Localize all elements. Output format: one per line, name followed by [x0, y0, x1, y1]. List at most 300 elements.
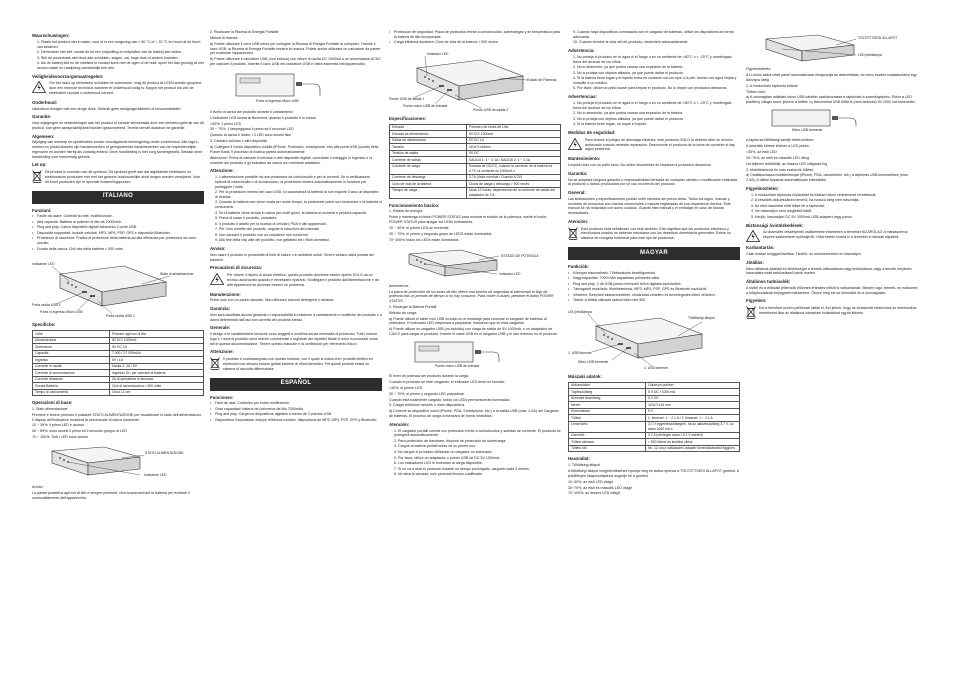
spec-key: Tápfeszültség	[569, 389, 646, 395]
it-general-text: Il design e le caratteristiche tecniche sono soggetti a modifica senza necessità di preavviso. Tutti i marchi, logo e i nomi di prodotto sono marchi commerciali o registrati dei rispettivi titolari e sono riconosciuti come tali in questa documentazione. Tenere questo manuale e la confezione per riferimento futuro.	[210, 332, 378, 346]
es-charge-method: Método de carga:	[389, 310, 417, 315]
es-charge-level: 30 ~ 70%, el primer y segundo LED parpadean	[389, 391, 465, 396]
it-charge-text-a: a) Potete utilizzare il cavo USB micro per collegare la Risorsa di Energia Portatile al computer. Tramite il cavo USB, la Risorsa di Energia Portatile inizierà la ricarica. Potete anche utilizzare un caricatore da parete per ricaricare l'apparecchio.	[210, 41, 381, 56]
it-maint-text: Pulire solo con un panno asciutto. Non utilizzare solventi detergenti o abrasivi.	[210, 298, 335, 303]
list-item: 8. No abra la carcasa, solo personal técnico cualificado.	[394, 472, 483, 477]
callout-state: Töltöttségi állapot	[688, 316, 715, 321]
spec-key: Ingresso	[33, 357, 110, 363]
spec-value: 1. kimenet: 1 ~ 2.1 A / 2. kimenet: 1 ~ 2.1 A	[645, 415, 739, 421]
language-banner-espanol: ESPAÑOL	[210, 378, 382, 391]
callout-usb2: 2. USB kimenet	[644, 366, 668, 371]
spec-key: Üzemidő	[569, 432, 646, 438]
list-item: 8. Non caricare il prodotto con un caricatore non conforme.	[215, 232, 309, 237]
spec-key: Kimeneti feszültség	[569, 395, 646, 401]
it-attention-heading: Attenzione:	[210, 349, 234, 355]
spec-key: Alimentazione	[33, 337, 110, 343]
list-item: 1. El cargador portátil cuenta con protección frente a cortocircuitos y subidas de corriente. El producto se protegerá automáticamente.	[394, 428, 561, 438]
spec-key: Corriente de descarga	[390, 174, 467, 180]
hu-spec-heading: Műszaki adatok:	[568, 374, 602, 380]
list-item: 5. Prima di usare il prodotto, caricatelo.	[215, 216, 278, 221]
spec-key: Corriente de carga	[390, 163, 467, 174]
spec-key: Corrente in uscita	[33, 363, 110, 369]
callout-state: Stato di alimentazione	[160, 272, 194, 277]
hu-level: A készülék töltése közben a LED jelzés:	[746, 143, 810, 148]
spec-value: Ciclos de carga y descarga > 500 veces	[466, 181, 560, 187]
es-general-heading: General:	[568, 190, 586, 196]
es-attention-text: Este producto está señalizado con este símbolo. Esto significa que los productos eléctricos y electrónicos usados no deberán mezclarse con los desechos domésticos generales. Existe un sistema de recogida individual para este tipo de productos.	[581, 226, 731, 241]
electric-shock-warning-icon	[210, 273, 224, 285]
list-item: 4. Ne használjon nem megfelelő töltőt.	[751, 209, 813, 214]
it-general-heading: Generale:	[210, 325, 231, 331]
es-precaution-heading: Advertencia:	[568, 48, 595, 53]
callout-usb-in: Micro USB bemenet	[578, 360, 609, 365]
weee-bin-icon	[746, 306, 756, 319]
list-item: 7. Per l'uso corretto del prodotto, seguite le istruzioni del manuale.	[215, 227, 321, 232]
table-row	[33, 389, 204, 395]
list-item: • Dispositivi supportati: Include cellulari, MP3, MP4, PSP, GPS e dispositivi Bluetooth.	[32, 231, 204, 236]
es-ops-level: 10 ~ 30%: el primer LED se enciende	[389, 226, 449, 231]
es-charge-diagram	[389, 340, 561, 370]
es-note-text: La placa de protección de los iones de litio ofrece una función de seguridad al interrumpir el flujo de potencia tras un período de tiempo si no hay consumo. Para volver a usarlo, presione el botón POWER STATUS.	[389, 289, 554, 303]
nl-warnings-heading: Waarschuwingen:	[32, 33, 70, 38]
it-functions-heading: Funzioni:	[32, 207, 52, 213]
callout-led: Indicador LED	[427, 52, 449, 56]
spec-value: 2A di operativita in tensione	[109, 376, 203, 382]
hu-note-text: A Li-ionos akkut védő panel automatikusan lekapcsolja az áramellátást, ha nincs eszköz csatlakoztatva egy bizonyos ideig.	[746, 72, 917, 82]
list-item: 6. Il prodotto è adatto per la ricarica di cellulari, PDA e altri apparecchi.	[215, 221, 328, 226]
spec-key: Tempo di caricamento	[33, 389, 110, 395]
table-row	[390, 187, 561, 198]
list-item: 1. A hordozható tápforrás rövidzárlat és túláram elleni védelemmel rendelkezik.	[751, 192, 877, 197]
callout-micro-usb: Puerto micro USB de entrada	[435, 363, 480, 368]
list-item: • Plug and play: 2 db USB-porton keresztül tölti a digitális eszközöket.	[568, 282, 740, 287]
power-bank-illustration	[32, 254, 204, 318]
it-ops-level: 70 ~ 100%: Tutti i LED sono accesi	[32, 435, 88, 440]
es-charge-level: <30%, el primer LED	[389, 385, 423, 390]
list-item: • Nagy kapacitás: 7000 mAh kapacitású polimeres akku.	[568, 276, 740, 281]
callout-led: Indicador LED	[499, 271, 521, 276]
nl-general-text: Wijziging van ontwerp en specificaties zonder voorafgaande kennisgeving onder voorbehoud. Alle logo's, merken en productnamen zijn handelsmerken of geregistreerde handelsmerken van de respectievelijke eigenaren en worden hierbij als zodanig erkend. Deze handleiding is met zorg samengesteld. Bewaar deze handleiding voor toekomstig gebruik.	[32, 140, 203, 159]
spec-key: Capacità	[33, 350, 110, 356]
callout-state: Estado de Potencia	[527, 78, 557, 82]
spec-key: Akkumulátor	[569, 382, 646, 388]
hu-charge-head: 2. A hordozható tápforrás töltése	[746, 83, 798, 88]
list-item: 4. Se la batteria viene tenuta in carica per molti giorni, la batteria si rovinerà e perderà capacità.	[215, 210, 367, 215]
list-item: 3. Stel de powerbank niet bloot aan schokken, slagen, val, hoge druk of andere krachten.	[37, 55, 179, 60]
hu-ops-heading: Használat:	[568, 456, 590, 462]
spec-value: Lítiumion polimer	[645, 382, 739, 388]
spec-key: Durata Batteria	[33, 383, 110, 389]
es-charge-head: 2. Recargar la Batería Portátil	[389, 304, 437, 309]
spec-key: Corriente de salida	[390, 157, 467, 163]
it-precautions-heading: Precauzioni di sicurezza:	[210, 265, 263, 271]
callout-state: STATO ALIMENTAZIONE	[145, 451, 184, 456]
list-item: 4. No cargue el producto utilizando un cargador no adecuado.	[394, 450, 493, 455]
list-item: 1. No proteja el producto en el agua ni el fuego o en un ambiente de >60°C o < -20°C y manténgalo fuera del alcance de los niños.	[573, 54, 732, 64]
list-item: • Plug and play. Carica dispositivi digitali attraverso 2 porte USB.	[32, 225, 204, 230]
es-weee-block	[568, 227, 740, 242]
list-item: 5. Por favor, utilice un paño suave para limpiar el producto. No lo limpie con productos abrasivos.	[573, 86, 728, 91]
it-caution-heading: Avviso:	[210, 246, 226, 252]
table-row	[390, 163, 561, 174]
es-maint-text: Límpielo sólo con un paño seco. No utilice disolventes de limpieza ni productos abrasivos.	[568, 163, 712, 168]
it-warranty-heading: Garanzia:	[210, 306, 231, 312]
list-item: • Gran capacidad: batería de polímeros de litio 7000mAh.	[210, 407, 382, 412]
spec-key: Méret	[569, 402, 646, 408]
es-charge-text-a: a) Puede utilizar el cable mini USB incluido en el embalaje para conectar el cargador de baterías al ordenador. El indicador LED empezará a parpadear, indicando que se está cargando.	[389, 316, 547, 326]
list-item: 4. Si la batería tiene fugas, no toque el líquido.	[573, 122, 648, 127]
es-warnings-heading: Atención:	[389, 421, 410, 427]
it-ops-level: 40 ~ 69%: sono accesi il primo ed il secondo gruppo di LED	[32, 429, 127, 434]
es-safety-text: Para reducir el peligro de descarga eléctrica, este producto SOLO lo debería abrir un técnico autorizado cuando necesite reparación. Desconecte el producto de la toma de corriente si hay algún problema.	[585, 137, 735, 152]
micro-usb-charge-illustration	[746, 108, 918, 134]
list-item: 9. Cuando haya dispositivos conectados con el cargador de baterías, utilice los dispositivos de forma adecuada.	[573, 30, 734, 39]
nl-warnings-list	[32, 40, 204, 71]
column-2	[210, 30, 382, 425]
spec-key: Salida de alimentación	[390, 137, 467, 143]
electric-shock-warning-icon	[746, 230, 760, 242]
it-caution-text: Non usare il prodotto in prossimità di fonti di calore o in ambienti umidi. Tenere lontano dalla portata dei bambini.	[210, 252, 374, 262]
spec-value: 5 V DC	[645, 395, 739, 401]
spec-value: 5V DC	[466, 150, 560, 156]
es-note-label: Advertencia:	[389, 283, 409, 288]
nl-attention-heading: Let op:	[32, 162, 47, 168]
column-3	[389, 30, 561, 479]
spec-value: 5V DC 1A	[466, 137, 560, 143]
hu-attention-heading: Figyelem:	[746, 298, 767, 304]
it-notice-text: La parete protettiva agli ioni di litio è sempre presente. Non sovraccaricare la batteria per evitarne il surriscaldamento dell'apparecchio.	[32, 490, 190, 500]
it-status-diagram	[32, 443, 204, 481]
callout-led: LED jelzőlámpa	[858, 53, 882, 57]
es-precaution-list	[568, 55, 740, 91]
list-item: 5. Por favor, utilice un adaptador o puerto USB de DC 5V 1000mA.	[394, 455, 501, 460]
it-charge-line: L'indicatore LED lucera ai illuminerà, quando il prodotto è in carica:	[210, 115, 317, 120]
es-precaution2-heading: Advertencias:	[568, 94, 598, 100]
spec-value: 3.7A (Valor nominal / Cuando 5.2V)	[466, 174, 560, 180]
hu-ops-text: A töltöttségi állapot megjelenítéséhez nyomja meg és tartsa nyomva a TÖLTÖTTSÉGI ÁLLAPOT gombot. A jelzőfények kikapcsolásához engedje fel a gombot.	[568, 468, 739, 478]
list-item: 7. Si no va a usar el producto durante un tiempo prolongado, cárguelo cada 3 meses.	[394, 466, 530, 471]
hu-functions-list	[568, 271, 740, 303]
it-ops-heading: Operazioni di base:	[32, 400, 73, 406]
list-item: 2. No lo desmonte, ya que podría causar una explosión de la batería.	[573, 111, 684, 116]
list-item: 4. Si la batería tiene fugas y el líquido entra en contacto con los ojos o la piel, lávese con agua limpia y consulte a un médico.	[573, 76, 737, 85]
spec-value: Polímero de Iones de Litio	[466, 124, 560, 130]
spec-key: Lemerülési	[569, 421, 646, 432]
es-ops-sub: 1. Estado de energía	[389, 209, 423, 214]
hu-maint-heading: Karbantartás:	[746, 245, 775, 251]
callout-state: TÖLTÖTTSÉGI ÁLLAPOT	[858, 36, 898, 40]
list-item: 4. Als de batterij lekt en de vloeistof in contact komt met de ogen of de huid, spoel het dan grondig af met schoon water en raadpleeg onmiddellijk een arts.	[37, 61, 204, 70]
spec-key: Ciclo de vida de la batería	[390, 181, 467, 187]
callout-usb2: Porta uscita USB 2	[106, 314, 135, 319]
it-warnings-list	[210, 175, 382, 243]
list-item: • Könnyen használható: Többfunkciós kezelőgombok.	[568, 271, 740, 276]
list-item: 9. Alla fine della vita utile del prodotto, non gettatelo tra i rifiuti domestici.	[215, 238, 330, 243]
list-item: 3. Quando la batteria non viene usata per molto tempo, la protezione potrà non funzionare e la batteria si consumerà.	[215, 200, 382, 210]
es-spec-heading: Especificaciones:	[389, 116, 427, 121]
nl-maint-text: Uitsluitend reinigen met een droge doek. Gebruik geen reinigingsmiddelen of schuurmiddelen.	[32, 106, 182, 111]
list-item: 5. Kérjük, használjon DC 5V 1000mA USB adaptert vagy portot.	[751, 214, 853, 219]
callout-usb1: Porta uscita USB 1	[32, 303, 61, 308]
es-maint-heading: Mantenimiento:	[568, 156, 601, 162]
spec-key: Töltési ciklusok	[569, 439, 646, 445]
it-charge3-head: 3. Caricare cellulari o altri dispositivi	[210, 139, 268, 144]
it-charge-text-b: b) Potete utilizzare il caricatore USB (non incluso) con valore di uscita DC 1000mA o un alimentatore ACDC per caricare il prodotto. Inserite il cavo USB nel caricatore USB e l'altra estremità nell'apparecchio.	[210, 57, 381, 66]
list-item: • Védelem: Beépített túláramvédelem, rövidzárlat-védelem és túlmelegedés elleni védelem.	[568, 293, 740, 298]
it-charge-line: Quando la carica è totale, i 3 LED sono accesi fissi	[210, 133, 291, 138]
hu-ops-sub: 1. Töltöttségi állapot	[568, 463, 601, 468]
it-device-diagram	[32, 254, 204, 318]
nl-warranty-heading: Garantie:	[32, 114, 52, 120]
hu-safety-text: Az áramütés veszélyének csökkentése érdekében a terméket KIZÁRÓLAG a márkaszerviz képzett szakembere nyithatja fel. Hiba esetén húzza ki a terméket a hálózati aljzatból.	[763, 230, 908, 240]
hu-charge-text: a) A csomagban található micro USB kábellel csatlakoztassa a tápforrást a számítógéphez. Ekkor a LED jelzőfény villogni kezd, jelezve a töltést. b) Használhat USB töltőt is (nem tartozék) 5V 1000 mA kimenettel.	[746, 95, 916, 105]
es-ops-level: 70~100%: todos los LEDs están iluminados	[389, 237, 459, 242]
language-banner-italiano: ITALIANO	[32, 191, 204, 204]
list-item: • Támogatott eszközök: Mobiltelefonok, MP3, MP4, PSP, GPS és Bluetooth eszközök.	[568, 287, 740, 292]
weee-bin-icon	[568, 227, 578, 240]
list-item: 3. No lo proteja con objetos afilados, ya que puede dañar el producto.	[573, 70, 684, 75]
hu-level: <30%, az első LED	[746, 149, 777, 154]
spec-value: Kb. 12 óra a váltóáramú adapter kimenőáramától függően	[645, 445, 739, 451]
column-5	[746, 30, 918, 322]
spec-value: Uscita 1: 1A / 5V	[109, 363, 203, 369]
nl-general-heading: Algemeen:	[32, 133, 55, 139]
it-precautions-text: Per ridurre il rischio di shock elettrico, questo prodotto dovrebbe essere aperto SOLO da un tecnico autorizzato quando è necessario ripararlo. Scollegare il prodotto dall'alimentazione e da altri apparecchi se dovesse esserci un problema.	[227, 273, 379, 287]
spec-value: 7 000 / 27 000mAh	[109, 350, 203, 356]
es-charge3-head: 3. Cargar teléfonos móviles u otros dispositivos	[389, 403, 465, 408]
spec-key: Entrada de alimentación	[390, 131, 467, 137]
hu-ops-level: 30~70%, az első és második LED világít	[568, 485, 633, 490]
it-charge-line: Il livello di carica del prodotto durante il caricamento:	[210, 109, 294, 114]
callout-usb-in: Puerto micro USB de entrada	[403, 104, 448, 108]
spec-value: 5V DC 1A	[109, 344, 203, 350]
callout-usb-in: Porta in ingresso Micro USB	[40, 310, 83, 315]
es-precaution2-list	[568, 101, 740, 127]
es-warnings-list	[389, 429, 561, 477]
list-item: • Carga eléctrica duradera: Ciclo de vida de la batería > 500 veces.	[389, 40, 561, 45]
it-ops-text: Premere e tenere premuto il pulsante STATO ALIMENTAZIONE per visualizzare lo stato dell'alimentazione. Il display dell'indicatore mostrerà la percentuale di carica rimanente.	[32, 412, 203, 422]
it-charge-line: <30%: 1 primo LED	[210, 121, 242, 126]
weee-bin-icon	[32, 170, 42, 183]
nl-safety-block	[32, 81, 204, 96]
list-item: 1. No proteja el producto en el agua ni el fuego o en un ambiente de >60°C o < -20°C y manténgalo fuera del alcance de los niños.	[573, 100, 732, 110]
hu-status-diagram	[746, 33, 918, 63]
es-charge3-text: a) Conecte su dispositivo móvil (iPhone, PDA, Smartphone, etc.) a la salida USB (máx. 2.0A) del Cargador de baterías. El proceso de carga comenzará de forma inmediata.	[389, 409, 559, 419]
spec-value: 110x71x16 mm	[645, 402, 739, 408]
list-item: 3. Az első használat előtt töltse fel a tápforrást.	[751, 203, 826, 208]
callout-usb2: Puerto USB de salida 2	[473, 108, 509, 112]
es-ops-heading: Funcionamiento básico:	[389, 202, 440, 208]
es-warranty-heading: Garantía:	[568, 170, 588, 176]
hu-warranty-heading: Jótállás:	[746, 259, 764, 265]
spec-value: 3.7 V egyenfeszültségnél, ha az akkufeszültség 3.7 V, az áram 1000 mA ±	[645, 421, 739, 432]
spec-value: SALIDA 1: 1 ~ 2.1A / SALIDA 2: 1 ~ 2.1A	[466, 157, 560, 163]
list-item: 2. Per la protezione interna del cavo USB, si raccomanda la batteria di non esporre il cavo ai dispositivi di ricarica.	[215, 190, 379, 199]
hu-warranty-text: Nem vállalunk jótállást és felelősséget a termék változtatásai vagy módosításai, vagy a termék helytelen használata miatt bekövetkező károk esetén.	[746, 266, 912, 276]
spec-key: Tiempo de carga	[390, 187, 467, 198]
power-bank-status-illustration	[32, 443, 204, 481]
hu-ops-level: 10~30%, az első LED világít	[568, 479, 614, 484]
spec-value: Unas 12 horas, dependiendo de la corriente de salida del adaptador de CA	[466, 187, 560, 198]
es-device-diagram	[389, 48, 561, 112]
es-spec-table	[389, 124, 561, 199]
spec-value: 5 V DC / 1000 mA	[645, 389, 739, 395]
hu-warnings-list	[746, 193, 918, 220]
callout-led: LED jelzőlámpa	[568, 310, 592, 315]
list-item: 6. Los indicadores LED le muestran la carga disponible.	[394, 461, 483, 466]
it-spec-heading: Specifiche:	[32, 322, 56, 328]
es-status-diagram	[389, 246, 561, 280]
nl-weee-block	[32, 170, 204, 185]
spec-value: Circa 12 ore	[109, 389, 203, 395]
hu-level: 30~70%, az első és második LED villog	[746, 155, 810, 160]
es-functions-heading: Funciones:	[210, 394, 234, 400]
list-item: 2. A készülék akkumulátora lemerül, ha hosszú ideig nem használja.	[751, 198, 860, 203]
hu-weee-block	[746, 306, 918, 319]
list-item: 3. Cargue la batería portátil antes de su primer uso.	[394, 444, 477, 449]
hu-maint-text: Csak száraz ronggyal tisztítsa. Tisztító- és súrolószereket ne használjon.	[746, 252, 862, 257]
list-item: 10. Cuando termine la vida útil del producto, deséchelo adecuadamente.	[573, 40, 689, 45]
list-item: 3. No lo proteja con objetos afilados, ya que puede dañar el producto.	[573, 116, 684, 121]
hu-ops-level: 70~100%, az összes LED világít	[568, 491, 620, 496]
it-weee-block	[210, 357, 382, 372]
it-charge3-text: a) Collegare il vostro dispositivo mobile (iPhone, Portmanic, smartphone, etc) alla porta USB (uscita) della Power Bank, il processo di ricarica partirà automaticamente.	[210, 145, 379, 154]
list-item: 2. Demonteer niet zelf, omdat dit tot een ontploffing en ontploffen van de batterij kan leiden.	[37, 50, 183, 55]
list-item: • Protezione di sicurezza. Pratica di protezione della batteria ad alta efficienza per protezione da corto circuito.	[32, 236, 204, 245]
list-item: • Fácil de usar. Controles por botón multifunción.	[210, 401, 382, 406]
language-banner-magyar: MAGYAR	[568, 247, 740, 260]
es-ops-level: 30 ~ 70%: el primer y segundo grupo de LEDS están iluminados	[389, 231, 492, 236]
it-charge-method: Metodi di ricarica:	[210, 35, 239, 40]
spec-key: Kimenőáram	[569, 408, 646, 414]
es-safety-heading: Medidas de seguridad:	[568, 130, 616, 136]
es-functions-list-cont	[389, 30, 561, 45]
es-attention-heading: Atención:	[568, 218, 589, 224]
spec-value: Cicli di carica/scarica > 500 volte	[109, 383, 203, 389]
column-1	[32, 30, 204, 502]
hu-spec-table	[568, 382, 740, 452]
hu-general-heading: Általános tudnivalók:	[746, 279, 791, 285]
spec-key: Corrente Massima	[33, 376, 110, 382]
list-item: 2. Para protección de hardware, dispone de protección de sobrecarga.	[394, 438, 507, 443]
it-functions-list	[32, 214, 204, 251]
list-item: 1. L'alimentazione portatile ha una protezione da cortocircuito e per le correnti. Se si verificassero episodi di cortocircuito o di sovraccarico, la protezione entrerà automaticamente in funzione per proteggere l'unità.	[215, 175, 370, 189]
table-row	[569, 445, 740, 451]
electric-shock-warning-icon	[32, 81, 46, 93]
spec-value: 5V DC/ 1000mA	[466, 131, 560, 137]
callout-led: Indicatore LED	[32, 262, 55, 267]
it-warranty-text: Non sarà accettata alcuna garanzia o responsabilità in relazione a cambiamenti e modifiche del prodotto o a danni determinati dall'uso non corretto del prodotto stesso.	[210, 312, 382, 322]
list-item: • Dispositivos Soportados: Incluye teléfonos móviles, dispositivos de MP3, MP4, PSP, GPS y Bluetooth.	[210, 418, 382, 423]
it-ops-level: 10 ~ 39%: il primo LED è acceso	[32, 423, 85, 428]
spec-value: Ingresso DC per caricare la batteria	[109, 370, 203, 376]
es-warnings-list-cont	[568, 30, 740, 45]
it-charge3-note: Attenzione: Prima di caricare il cellulare o altri dispositivi digitali, controllate il voltaggio in ingresso e la corrente del prodotto e gli indicatori da carica con eventuali adattatori.	[210, 155, 373, 165]
callout-usb1: 1. USB kimenet	[568, 351, 592, 356]
hu-warn-heading: Figyelmeztetés:	[746, 185, 779, 191]
nl-warranty-text: Voor wijzigingen en veranderingen aan het product of schade veroorzaakt door een verkeerd gebruik van dit product, kan geen aansprakelijkheid worden geaccepteerd. Tevens vervalt daardoor de garantie.	[32, 121, 204, 130]
list-item: 1. Plaats het product niet in water, vuur of in een omgeving van > 60 °C of < 20 °C en houd uit de buurt van kinderen.	[37, 39, 201, 49]
hu-general-text: A kivitel és a műszaki jellemzők előzetes értesítés nélkül is változhatnak. Minden logó, termék- és márkanév a tulajdonosának bejegyzett márkaneve. Őrizze meg ezt az útmutatót és a csomagolást.	[746, 286, 918, 295]
spec-value: > 500 töltési és kisütési ciklus	[645, 439, 739, 445]
spec-value: Polimeri agli ioni di litio	[109, 331, 203, 337]
hu-functions-heading: Funkciók:	[568, 263, 589, 269]
hu-charge-diagram	[746, 108, 918, 134]
callout-led: Indicatore LED	[144, 473, 167, 478]
list-item: • Alta capacità. Batteria ai polimeri di litio da 7000mAh.	[32, 220, 204, 225]
callout-micro-usb: Porta in ingresso Micro USB	[256, 98, 299, 103]
spec-value: 3.7 A (névleges áram / 5.2 V esetén)	[645, 432, 739, 438]
it-notice-label: Avviso:	[32, 485, 44, 490]
spec-key: Dimensioni	[33, 344, 110, 350]
es-charge-level-intro: El nivel de potencia del producto durante la carga:	[389, 373, 469, 378]
spec-key: Entrada	[390, 124, 467, 130]
table-row	[569, 421, 740, 432]
spec-value: 5 V	[645, 408, 739, 414]
it-charge-head: 2. Ricaricare la Risorsa di Energia Portatile	[210, 30, 279, 34]
nl-attention-text: Dit product is voorzien van dit symbool. Dit symbool geeft aan dat afgedankte elektrische en elektronische producten niet met het gewone huishoudelijke afval mogen worden verwijderd. Voor dit soort producten zijn er speciale inzamelingspunten.	[45, 170, 201, 184]
list-item: • Protección de seguridad: Placa de protección frente a cortocircuitos, sobrecargas y de temperatura para la batería de litio incorporada.	[389, 30, 561, 39]
spec-key: Töltési	[569, 415, 646, 421]
hu-safety-heading: Biztonsági óvintézkedések:	[746, 222, 804, 228]
spec-key: Tamaño	[390, 144, 467, 150]
spec-key: Töltési idő	[569, 445, 646, 451]
it-spec-table	[32, 330, 204, 396]
spec-key: Celle	[33, 331, 110, 337]
spec-value: Entrada de DC/CC, cuando la corriente de la batería es 3.7V, la corriente es 1000mA ±	[466, 163, 560, 174]
hu-safety-block	[746, 230, 918, 242]
it-ops-sub: 1. Stato alimentazione	[32, 406, 68, 411]
hu-attention-text: Ezt a terméket ezzel a jelöléssel látták el. Azt jelenti, hogy az elhasznált elektromos és elektronikus termékeket tilos az általános háztartási hulladékkal együtt kidobni.	[759, 306, 917, 316]
es-general-text: Las ilustraciones y especificaciones podrán sufrir cambios sin previo aviso. Todos los logos, marcas y nombres de productos son marcas comerciales o marcas registradas de sus respectivos dueños. Este manual se ha redactado con sumo cuidado. Guarde este manual y el embalaje en caso de futuras necesidades.	[568, 196, 731, 216]
it-precautions-block	[210, 273, 382, 288]
es-functions-list	[210, 401, 382, 422]
hu3-text: a) Csatlakoztassa mobiltelefonját (iPhone, PDA, okostelefon, stb.) a tápforrás USB kimenetéhez (max. 2.0A). A töltési folyamat automatikusan elkezdődik.	[746, 173, 909, 183]
callout-usb1: Puerto USB de salida 1	[389, 97, 425, 101]
it-maint-heading: Manutenzione:	[210, 291, 241, 297]
list-item: • Tartós: A töltési ciklusok száma több mint 500.	[568, 298, 740, 303]
callout-state: ESTADO DE POTENCIA	[501, 253, 539, 258]
es-charge-level: Cuando está totalmente cargado, todos los LEDs permanecerán iluminados	[389, 397, 510, 402]
es-charge-level: Cuando el producto se esté cargando, el indicador LED tiene un formato:	[389, 379, 506, 384]
nl-safety-heading: Veiligheidsvoorzorgsmaatregelen:	[32, 73, 104, 79]
hu-level: A tápforrás töltöttségi szintje töltés közben:	[746, 137, 815, 142]
es-charge-text-b: b) Puede utilizar un cargador USB (no incluido) con carga de salida de 5V 1000mA, o un adaptador de CA/CC para cargar el producto. Inserte el cable USB en el cargador USB y el otro extremo en el producto.	[389, 327, 558, 337]
spec-value: 5V / 1A	[109, 357, 203, 363]
power-bank-status-illustration	[389, 246, 561, 280]
hu3-head: 3. Mobiltelefonok és más eszközök töltése	[746, 167, 814, 172]
callout-micro-usb: Micro USB bemenet	[792, 127, 823, 132]
spec-value: 110x71x16mm	[466, 144, 560, 150]
spec-key: Tensión de salida	[390, 150, 467, 156]
nl-maint-heading: Onderhoud:	[32, 99, 58, 105]
hu-device-diagram	[568, 306, 740, 370]
it-charge-diagram	[210, 70, 382, 106]
es-safety-block	[568, 138, 740, 153]
spec-key: Corrente di commutazione	[33, 370, 110, 376]
hu-charge-method: Töltési mód:	[746, 89, 766, 94]
list-item: • Facile da usare. Controlli su batt. multifunzione.	[32, 214, 204, 219]
it-attention-text: Il prodotto è contrassegnato con questo simbolo, con il quale si indica che i prodotti elettrici ed elettronici non devono essere gettati insieme ai rifiuti domestici. Per questi prodotti esiste un sistema di raccolta differenziata.	[223, 357, 373, 371]
it-warnings-heading: Attenzione:	[210, 168, 234, 174]
list-item: • Plug and play: Carga los dispositivos digitales a través de 2 puertos USB.	[210, 412, 382, 417]
list-item: 2. No lo desmonte, ya que podría causar una explosión de la batería.	[573, 65, 684, 70]
it-charge-line: 30 ~ 70%: 1 lampeggiano il primo ed il secondo LED	[210, 127, 294, 132]
nl-safety-text: Om het risico op elektrische schokken te voorkomen, mag dit product ALLEEN worden geopend door een erkende technicus wanneer er onderhoud nodig is. Koppel het product los van de elektriciteit voordat u onderhoud uitvoert.	[49, 81, 202, 95]
list-item: • Durata della carica: Cicli vita della batteria > 500 volte.	[32, 247, 204, 252]
spec-value: 5V DC/ 1000mA	[109, 337, 203, 343]
es-ops-text: Pulse y mantenga el botón POWER STATUS para mostrar el estado de la potencia, suelte el botón POWER STATUS para apagar los LEDs indicadores.	[389, 215, 547, 225]
